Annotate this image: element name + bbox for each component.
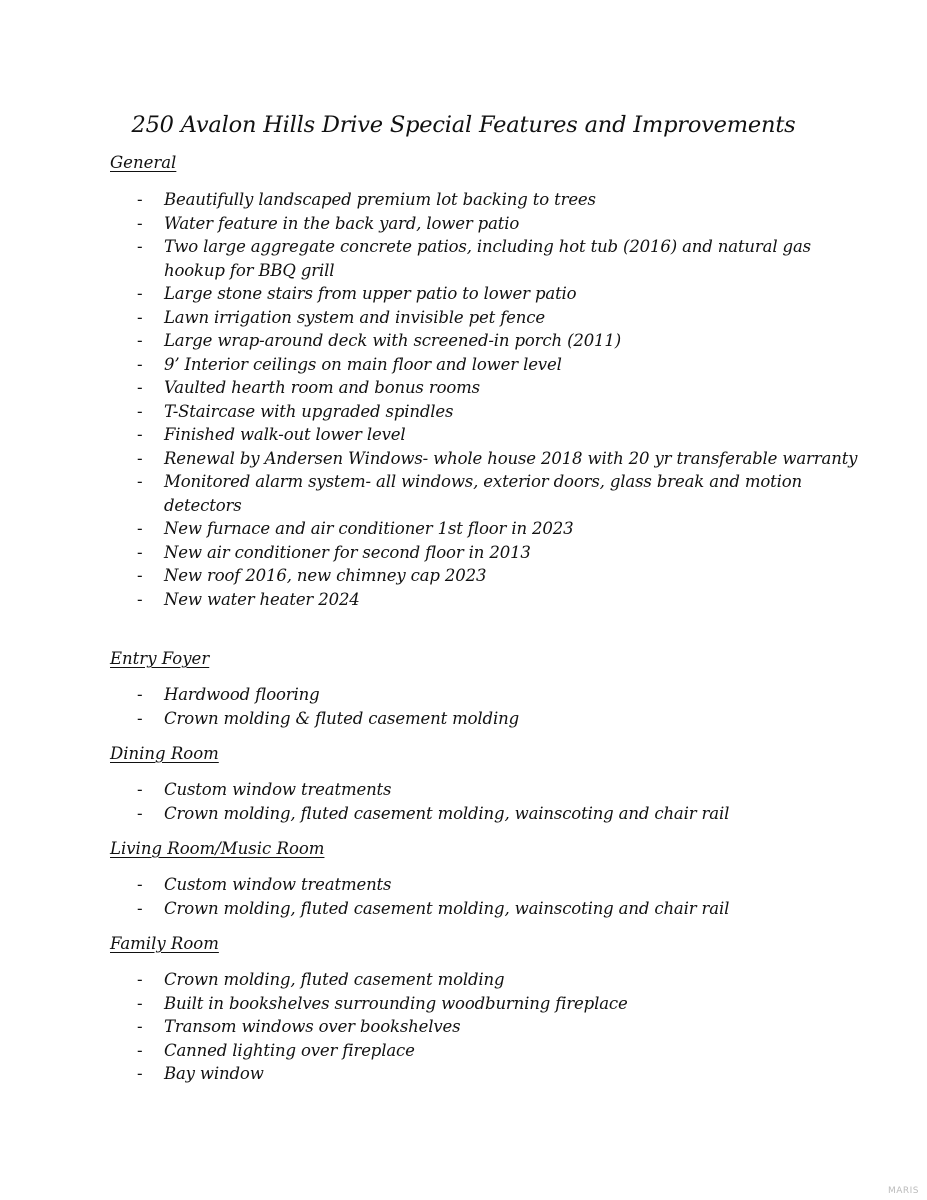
bullet-dash: - (137, 190, 143, 209)
feature-list-family-room (110, 968, 870, 1086)
list-item (110, 778, 870, 802)
section-living-room (110, 838, 870, 920)
list-item (110, 235, 870, 282)
feature-list-entry-foyer (110, 683, 870, 730)
list-item (110, 1062, 870, 1086)
bullet-dash: - (137, 685, 143, 704)
section-dining-room (110, 743, 870, 825)
list-item-text: Crown molding, fluted casement molding, wainscoting and chair rail (164, 803, 730, 823)
feature-list-dining-room (110, 778, 870, 825)
bullet-dash: - (137, 542, 143, 562)
list-item-text: 9’ Interior ceilings on main floor and lower level (164, 354, 562, 374)
bullet-dash: - (137, 284, 143, 303)
list-item-text: Vaulted hearth room and bonus rooms (164, 378, 480, 397)
bullet-dash: - (137, 331, 143, 350)
list-item-text: Water feature in the back yard, lower patio (164, 213, 520, 233)
list-item (110, 329, 870, 353)
list-item (110, 873, 870, 897)
bullet-dash: - (137, 213, 143, 233)
bullet-dash: - (137, 519, 143, 538)
watermark: MARIS (887, 1186, 919, 1196)
list-item (110, 188, 870, 212)
bullet-dash: - (137, 780, 143, 799)
section-entry-foyer (110, 648, 870, 730)
section-heading-dining-room: Dining Room (110, 744, 219, 763)
feature-list-living-room (110, 873, 870, 920)
section-general (110, 152, 870, 611)
list-item-text: Built in bookshelves surrounding woodburning fireplace (164, 993, 628, 1013)
list-item-text: Lawn irrigation system and invisible pet fence (164, 307, 545, 327)
list-item (110, 400, 870, 424)
bullet-dash: - (137, 1064, 143, 1083)
list-item-text: Large stone stairs from upper patio to lower patio (164, 284, 577, 303)
bullet-dash: - (137, 307, 143, 327)
list-item-text: Canned lighting over fireplace (164, 1040, 415, 1060)
bullet-dash: - (137, 589, 143, 609)
bullet-dash: - (137, 803, 143, 823)
bullet-dash: - (137, 566, 143, 585)
list-item (110, 992, 870, 1016)
list-item (110, 423, 870, 447)
list-item (110, 588, 870, 612)
section-family-room (110, 933, 870, 1086)
list-item-text: Renewal by Andersen Windows- whole house 2018 with 20 yr transferable warranty (164, 448, 858, 468)
list-item-text: Crown molding & fluted casement molding (164, 708, 519, 728)
list-item (110, 1015, 870, 1039)
list-item-text: Large wrap-around deck with screened-in porch (2011) (164, 331, 622, 350)
bullet-dash: - (137, 237, 143, 256)
list-item (110, 282, 870, 306)
list-item (110, 470, 870, 517)
bullet-dash: - (137, 708, 143, 728)
list-item (110, 541, 870, 565)
list-item-text: Finished walk-out lower level (164, 425, 406, 444)
list-item-text: New air conditioner for second floor in 2013 (164, 542, 531, 562)
list-item (110, 897, 870, 921)
list-item-text: New furnace and air conditioner 1st floor in 2023 (164, 519, 574, 538)
list-item-text: Crown molding, fluted casement molding (164, 970, 505, 989)
bullet-dash: - (137, 354, 143, 374)
list-item (110, 707, 870, 731)
list-item (110, 968, 870, 992)
bullet-dash: - (137, 378, 143, 397)
document-title: 250 Avalon Hills Drive Special Features and Improvements (131, 112, 796, 138)
list-item-text: New water heater 2024 (164, 589, 360, 609)
list-item (110, 1039, 870, 1063)
list-item-text: Custom window treatments (164, 875, 392, 894)
list-item (110, 802, 870, 826)
list-item-text: Hardwood flooring (164, 685, 320, 704)
list-item (110, 306, 870, 330)
list-item-text: Beautifully landscaped premium lot backing to trees (164, 190, 596, 209)
list-item-text: T-Staircase with upgraded spindles (164, 401, 454, 421)
list-item-text: Two large aggregate concrete patios, including hot tub (2016) and natural gas hookup for BBQ grill (164, 237, 811, 280)
bullet-dash: - (137, 448, 143, 468)
bullet-dash: - (137, 1017, 143, 1036)
list-item (110, 212, 870, 236)
section-heading-entry-foyer: Entry Foyer (110, 649, 210, 668)
bullet-dash: - (137, 472, 143, 491)
bullet-dash: - (137, 425, 143, 444)
bullet-dash: - (137, 1040, 143, 1060)
list-item (110, 353, 870, 377)
list-item-text: Monitored alarm system- all windows, exterior doors, glass break and motion detectors (164, 472, 803, 515)
list-item (110, 376, 870, 400)
bullet-dash: - (137, 401, 143, 421)
list-item-text: New roof 2016, new chimney cap 2023 (164, 566, 487, 585)
list-item-text: Transom windows over bookshelves (164, 1017, 461, 1036)
section-heading-living-room: Living Room/Music Room (110, 839, 325, 858)
bullet-dash: - (137, 970, 143, 989)
section-heading-family-room: Family Room (110, 934, 219, 953)
feature-list-general (110, 188, 870, 611)
list-item (110, 517, 870, 541)
list-item-text: Custom window treatments (164, 780, 392, 799)
bullet-dash: - (137, 875, 143, 894)
list-item (110, 564, 870, 588)
list-item-text: Crown molding, fluted casement molding, wainscoting and chair rail (164, 898, 730, 918)
bullet-dash: - (137, 898, 143, 918)
list-item (110, 683, 870, 707)
section-heading-general: General (110, 153, 177, 172)
bullet-dash: - (137, 993, 143, 1013)
list-item (110, 447, 870, 471)
list-item-text: Bay window (164, 1064, 264, 1083)
